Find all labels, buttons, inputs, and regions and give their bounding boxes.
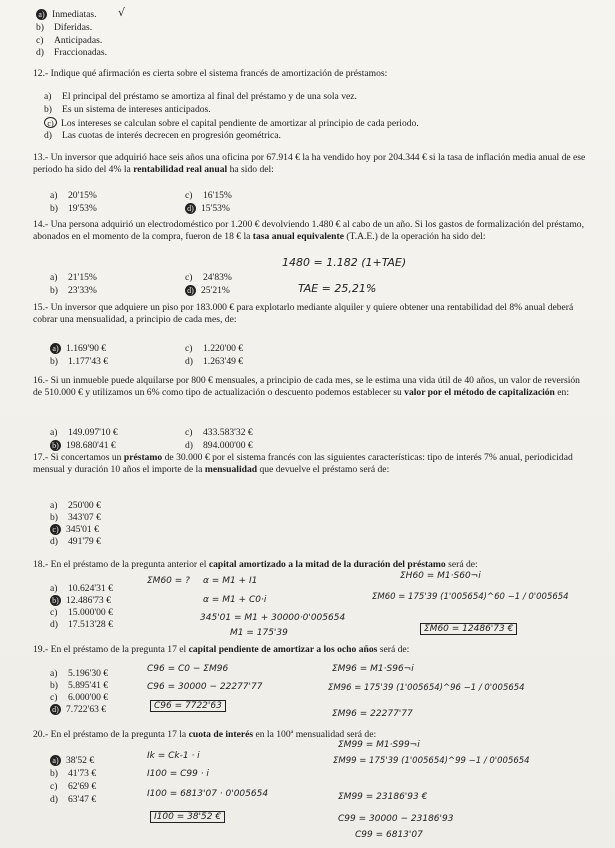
q14-handwritten-result: TAE = 25,21% bbox=[298, 282, 377, 295]
q16-title: 16.- Si un inmueble puede alquilarse por 800 € mensuales, a principio de cada mes, se le estima una vida útil de 40 años, un valor de reversión de 510.000 € y utilizamos un 6% como tipo de actualización o descuento podemos establecer su valor por el método de capitalización en: bbox=[33, 375, 580, 398]
q11-option-c: c) Anticipadas. bbox=[36, 35, 103, 46]
q16-option-b: b) 198.680'41 € bbox=[50, 440, 116, 451]
q12-option-d: d) Las cuotas de interés decrecen en progresión geométrica. bbox=[44, 130, 281, 141]
q20-hw-4: I100 = 38'52 € bbox=[150, 812, 225, 822]
q13-option-a: a) 20'15% bbox=[50, 190, 97, 201]
q20-hw-5: ΣM99 = M1·S99¬i bbox=[338, 740, 420, 750]
q20-hw-6: ΣM99 = 175'39 (1'005654)^99 −1 / 0'005654 bbox=[333, 756, 530, 766]
q13-option-b: b) 19'53% bbox=[50, 203, 97, 214]
q13-option-d: d) 15'53% bbox=[185, 203, 230, 214]
q20-hw-1: Ik = Ck-1 · i bbox=[147, 751, 200, 761]
q20-hw-7: ΣM99 = 23186'93 € bbox=[338, 792, 428, 802]
q11-option-b: b) Diferidas. bbox=[36, 22, 93, 33]
q14-option-a: a) 21'15% bbox=[50, 272, 97, 283]
q17-option-d: d) 491'79 € bbox=[50, 536, 101, 547]
q19-hw-6: ΣM96 = 22277'77 bbox=[332, 709, 413, 719]
q18-hw-1: ΣM60 = ? bbox=[147, 576, 190, 586]
q20-option-b: b) 41'73 € bbox=[50, 768, 97, 779]
q16-option-a: a) 149.097'10 € bbox=[50, 427, 118, 438]
q12-title: 12.- Indique qué afirmación es cierta sobre el sistema francés de amortización de préstamos: bbox=[33, 68, 388, 79]
q19-hw-2: C96 = 30000 − 22277'77 bbox=[147, 682, 263, 692]
q20-title: 20.- En el préstamo de la pregunta 17 la cuota de interés en la 100ª mensualidad será de: bbox=[33, 729, 377, 740]
q19-option-c: c) 6.000'00 € bbox=[50, 692, 109, 703]
q12-option-a: a) El principal del préstamo se amortiza al final del préstamo y de una sola vez. bbox=[44, 91, 357, 102]
q15-title: 15.- Un inversor que adquiere un piso por 183.000 € para explotarlo mediante alquiler y quiere obtener una rentabilidad del 8% anual deberá cobrar una mensualidad, a principio de cada mes, de: bbox=[33, 302, 574, 325]
q12-option-b: b) Es un sistema de intereses anticipados. bbox=[44, 104, 211, 115]
q19-hw-3: C96 = 7722'63 bbox=[150, 701, 226, 711]
q15-option-d: d) 1.263'49 € bbox=[185, 356, 244, 367]
q20-option-d: d) 63'47 € bbox=[50, 794, 97, 805]
q14-title: 14.- Una persona adquirió un electrodoméstico por 1.200 € devolviendo 1.480 € al cabo de un año. Si los gastos de formalización del préstamo, abonados en el momento de la compra, fueron de 18 € la tasa anual equivalente (T.A.E.) de la operación ha sido del: bbox=[33, 219, 584, 242]
q13-option-c: c) 16'15% bbox=[185, 190, 232, 201]
q14-option-b: b) 23'33% bbox=[50, 285, 97, 296]
q18-option-b: b) 12.486'73 € bbox=[50, 595, 111, 606]
q18-option-c: c) 15.000'00 € bbox=[50, 607, 113, 618]
q17-option-c: c) 345'01 € bbox=[50, 524, 99, 535]
q15-option-a: a) 1.169'90 € bbox=[50, 343, 106, 354]
q18-hw-4: 345'01 = M1 + 30000·0'005654 bbox=[200, 613, 346, 623]
q18-hw-6: ΣH60 = M1·S60¬i bbox=[400, 571, 481, 581]
q19-option-b: b) 5.895'41 € bbox=[50, 680, 109, 691]
q19-title: 19.- En el préstamo de la pregunta 17 el capital pendiente de amortizar a los ocho años será de: bbox=[33, 644, 410, 655]
q18-hw-7: ΣM60 = 175'39 (1'005654)^60 −1 / 0'005654 bbox=[372, 592, 569, 602]
q18-hw-3: α = M1 + C0·i bbox=[203, 595, 267, 605]
q14-handwritten-equation: 1480 = 1.182 (1+TAE) bbox=[282, 256, 407, 269]
q11-option-a: a) Inmediatas. bbox=[36, 9, 97, 20]
q17-option-a: a) 250'00 € bbox=[50, 500, 101, 511]
q14-option-c: c) 24'83% bbox=[185, 272, 232, 283]
q15-option-c: c) 1.220'00 € bbox=[185, 343, 244, 354]
q16-option-c: c) 433.583'32 € bbox=[185, 427, 253, 438]
q13-title: 13.- Un inversor que adquirió hace seis años una oficina por 67.914 € la ha vendido hoy por 204.344 € si la tasa de inflación media anual de ese periodo ha sido del 4% la rentabilidad real anual ha sido del: bbox=[33, 152, 586, 175]
q18-hw-2: α = M1 + I1 bbox=[203, 576, 258, 586]
q18-option-d: d) 17.513'28 € bbox=[50, 619, 113, 630]
q19-hw-5: ΣM96 = 175'39 (1'005654)^96 −1 / 0'005654 bbox=[328, 683, 525, 693]
q20-hw-8: C99 = 30000 − 23186'93 bbox=[338, 814, 454, 824]
q17-title: 17.- Si concertamos un préstamo de 30.000 € por el sistema francés con las siguientes características: tipo de interés 7% anual, periodicidad mensual y duración 10 años el importe de la mensualidad que devuelve el préstamo será de: bbox=[33, 452, 573, 475]
q19-option-a: a) 5.196'30 € bbox=[50, 668, 109, 679]
q17-option-b: b) 343'07 € bbox=[50, 512, 101, 523]
q19-hw-4: ΣM96 = M1·S96¬i bbox=[332, 664, 414, 674]
q18-title: 18.- En el préstamo de la pregunta anterior el capital amortizado a la mitad de la duración del préstamo será de: bbox=[33, 559, 478, 570]
q18-hw-5: M1 = 175'39 bbox=[230, 628, 288, 638]
q20-hw-3: I100 = 6813'07 · 0'005654 bbox=[147, 789, 269, 799]
q20-option-c: c) 62'69 € bbox=[50, 781, 97, 792]
q11-option-d: d) Fraccionadas. bbox=[36, 47, 108, 58]
q20-hw-9: C99 = 6813'07 bbox=[355, 830, 423, 840]
q12-option-c: c) Los intereses se calculan sobre el capital pendiente de amortizar al principio de cada periodo. bbox=[44, 117, 419, 129]
q20-option-a: a) 38'52 € bbox=[50, 755, 94, 766]
q15-option-b: b) 1.177'43 € bbox=[50, 356, 109, 367]
q14-option-d: d) 25'21% bbox=[185, 285, 230, 296]
q19-hw-1: C96 = C0 − ΣM96 bbox=[147, 664, 229, 674]
q19-option-d: d) 7.722'63 € bbox=[50, 704, 106, 715]
q16-option-d: d) 894.000'00 € bbox=[185, 440, 253, 451]
q20-hw-2: I100 = C99 · i bbox=[147, 769, 209, 779]
q18-option-a: a) 10.624'31 € bbox=[50, 583, 113, 594]
check-mark-icon: √ bbox=[118, 6, 126, 19]
q18-hw-8: ΣM60 = 12486'73 € bbox=[420, 624, 517, 634]
